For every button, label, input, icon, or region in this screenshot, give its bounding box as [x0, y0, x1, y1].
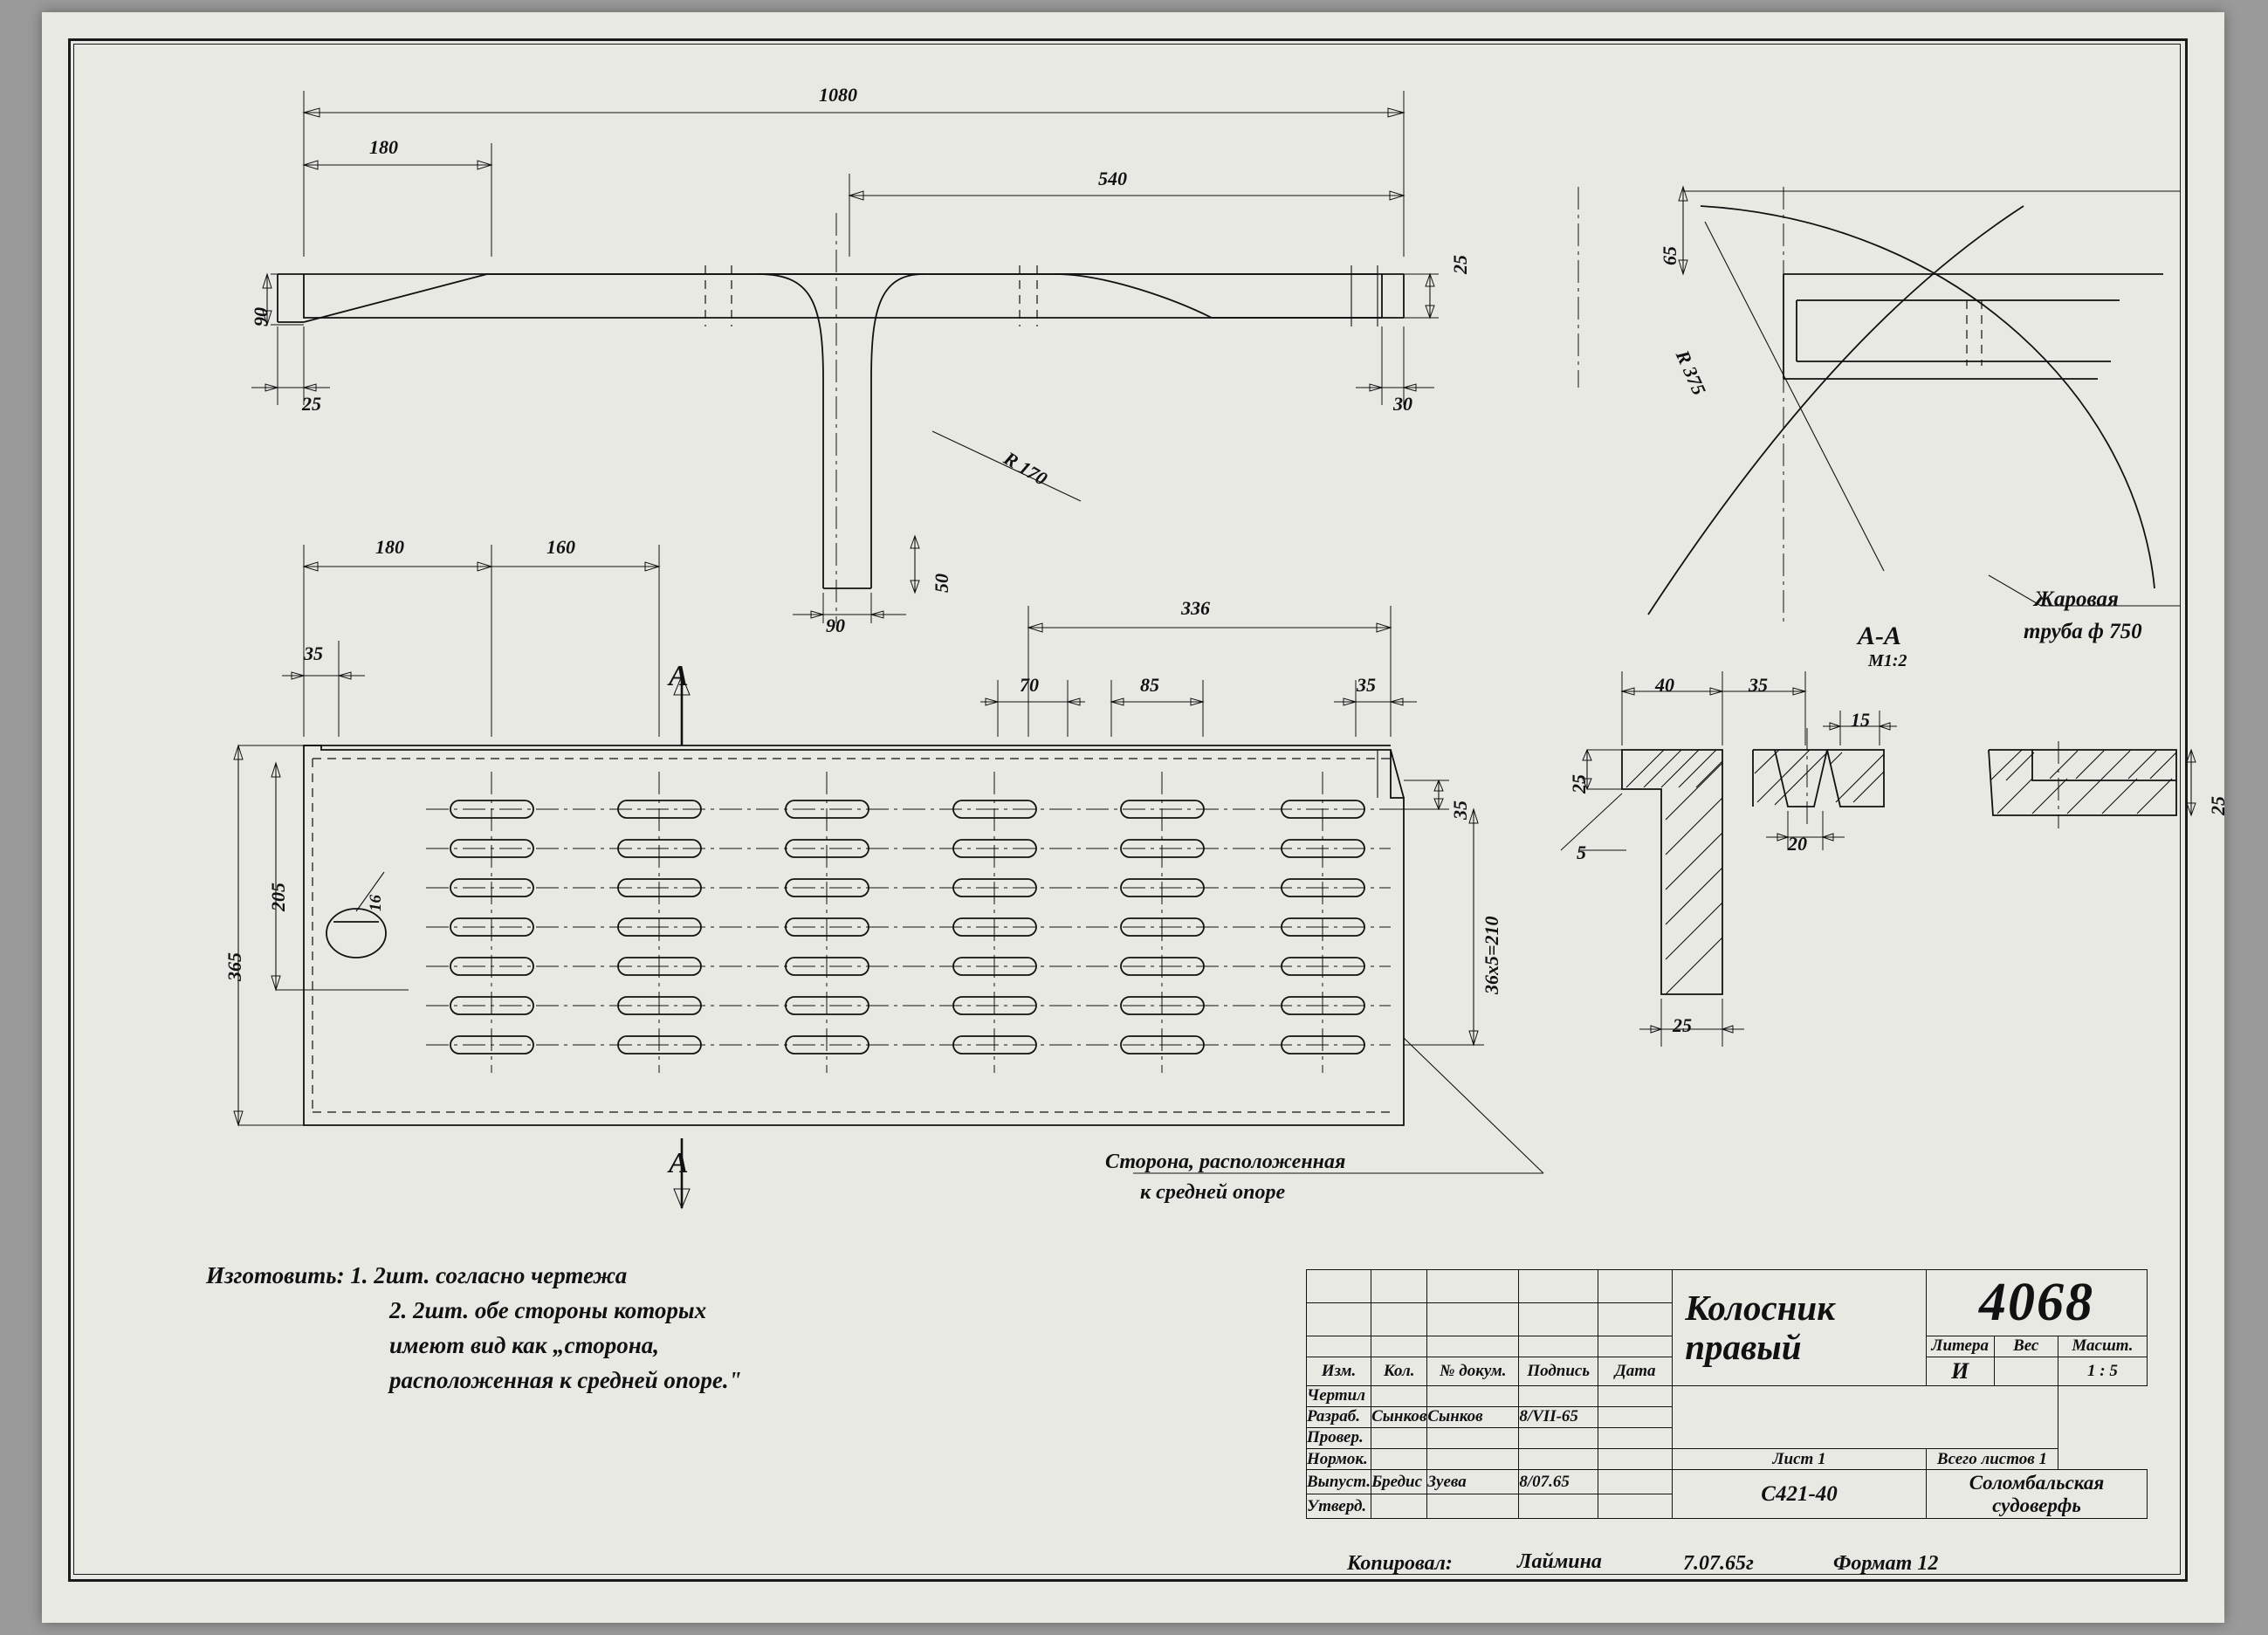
copied-label: Копировал:	[1347, 1552, 1453, 1575]
title-block	[1306, 1269, 2148, 1519]
side-note-line1: Сторона, расположенная	[1105, 1151, 1346, 1173]
drawing-number: 4068	[1978, 1272, 2094, 1332]
row-date-4: 8/07.65	[1519, 1470, 1598, 1494]
weight-label: Вес	[1994, 1336, 2058, 1357]
row-sign-0	[1519, 1385, 1598, 1406]
dim-35-plan-right: 35	[1357, 674, 1376, 696]
organization-line2: судоверфь	[1992, 1494, 2081, 1516]
row-name-5	[1371, 1494, 1427, 1519]
dim-40: 40	[1655, 674, 1674, 696]
weight-value	[1994, 1357, 2058, 1385]
letter-value: И	[1926, 1357, 1994, 1385]
flue-pipe-label-line2: труба ф 750	[2024, 620, 2142, 643]
copied-name: Лаймина	[1517, 1550, 1602, 1573]
dim-5: 5	[1577, 842, 1586, 863]
section-aa-label: А-А	[1858, 622, 1902, 650]
dim-15: 15	[1851, 709, 1870, 731]
row-role-4: Выпуст.	[1307, 1470, 1371, 1494]
part-title-line1: Колосник	[1685, 1287, 1835, 1328]
dim-180-top: 180	[369, 136, 398, 158]
dim-30-right: 30	[1393, 393, 1412, 415]
row-doc-0	[1427, 1385, 1519, 1406]
row-name-3	[1371, 1449, 1427, 1470]
row-role-5: Утверд.	[1307, 1494, 1371, 1519]
dim-160-plan: 160	[546, 536, 575, 558]
row-doc-2	[1427, 1427, 1519, 1448]
dim-205: 205	[267, 883, 289, 911]
row-role-3: Нормок.	[1307, 1449, 1371, 1470]
row-role-1: Разраб.	[1307, 1406, 1371, 1427]
section-mark-a-top: А	[669, 660, 689, 692]
dim-25-section-left: 25	[1568, 774, 1590, 793]
row-name-1: Сынков	[1371, 1406, 1427, 1427]
dim-365: 365	[223, 952, 245, 981]
copied-date: 7.07.65г	[1683, 1552, 1754, 1575]
dim-540: 540	[1098, 168, 1127, 189]
scale-label: Масшт.	[2058, 1336, 2147, 1357]
note-line-4: расположенная к средней опоре."	[389, 1367, 742, 1393]
dim-20: 20	[1788, 833, 1807, 855]
dim-r375: R 375	[1671, 347, 1711, 399]
note-line-3: имеют вид как „сторона,	[389, 1332, 659, 1358]
format-label: Формат 12	[1833, 1552, 1939, 1575]
dim-85: 85	[1140, 674, 1159, 696]
dim-90-slot: 90	[826, 615, 845, 636]
row-extra-1	[1598, 1406, 1673, 1427]
organization-line1: Соломбальская	[1969, 1471, 2105, 1494]
dim-70: 70	[1020, 674, 1039, 696]
dim-65: 65	[1659, 246, 1680, 265]
header-kol: Кол.	[1371, 1357, 1427, 1385]
header-dokum: № докум.	[1427, 1357, 1519, 1385]
dim-35-section: 35	[1749, 674, 1768, 696]
header-izm: Изм.	[1307, 1357, 1371, 1385]
dim-180-plan: 180	[375, 536, 404, 558]
flue-pipe-label-line1: Жаровая	[2034, 587, 2119, 611]
row-extra-4	[1598, 1470, 1673, 1494]
row-name-2	[1371, 1427, 1427, 1448]
dim-25-left: 25	[302, 393, 321, 415]
dim-336: 336	[1181, 597, 1210, 619]
row-name-4: Бредис	[1371, 1470, 1427, 1494]
row-sign-3	[1519, 1449, 1598, 1470]
sheets-total-label: Всего листов 1	[1926, 1449, 2058, 1470]
row-sign-4: Зуева	[1427, 1470, 1519, 1494]
note-line-1: Изготовить: 1. 2шт. согласно чертежа	[206, 1262, 628, 1288]
row-role-2: Провер.	[1307, 1427, 1371, 1448]
header-podpis: Подпись	[1519, 1357, 1598, 1385]
scale-value: 1 : 5	[2058, 1357, 2147, 1385]
section-aa-scale: М1:2	[1868, 651, 1907, 670]
section-mark-a-bottom: А	[669, 1147, 689, 1179]
sheet-label: Лист 1	[1673, 1449, 1927, 1470]
note-line-2: 2. 2шт. обе стороны которых	[389, 1297, 707, 1323]
header-data: Дата	[1598, 1357, 1673, 1385]
dim-25-right: 25	[1449, 255, 1471, 274]
dim-1080: 1080	[819, 84, 857, 106]
row-role-0: Чертил	[1307, 1385, 1371, 1406]
row-date-1: 8/VII-65	[1519, 1406, 1598, 1427]
row-sign-2	[1519, 1427, 1598, 1448]
dim-r170: R 170	[1000, 447, 1052, 490]
drawing-paper	[42, 12, 2229, 1623]
dim-90-left: 90	[250, 307, 271, 326]
row-name-0	[1371, 1385, 1427, 1406]
row-doc-3	[1427, 1449, 1519, 1470]
dim-25-section-bottom: 25	[1673, 1014, 1692, 1036]
row-sign-1: Сынков	[1427, 1406, 1519, 1427]
dim-50: 50	[931, 574, 952, 593]
row-date-2	[1598, 1427, 1673, 1448]
row-date-0	[1598, 1385, 1673, 1406]
dim-35-plan-left: 35	[304, 642, 323, 664]
dim-16-hole: 16	[367, 895, 385, 911]
side-note-line2: к средней опоре	[1140, 1181, 1286, 1204]
row-date-5	[1598, 1494, 1673, 1519]
dim-25-far-right: 25	[2207, 796, 2229, 815]
dim-35-right-edge: 35	[1449, 800, 1471, 820]
designation-code: С421-40	[1761, 1481, 1838, 1506]
letter-label: Литера	[1926, 1336, 1994, 1357]
dim-36x5: 36x5=210	[1481, 916, 1502, 994]
row-doc-5	[1427, 1494, 1519, 1519]
part-title-line2: правый	[1685, 1326, 1802, 1367]
row-date-3	[1598, 1449, 1673, 1470]
row-sign-5	[1519, 1494, 1598, 1519]
